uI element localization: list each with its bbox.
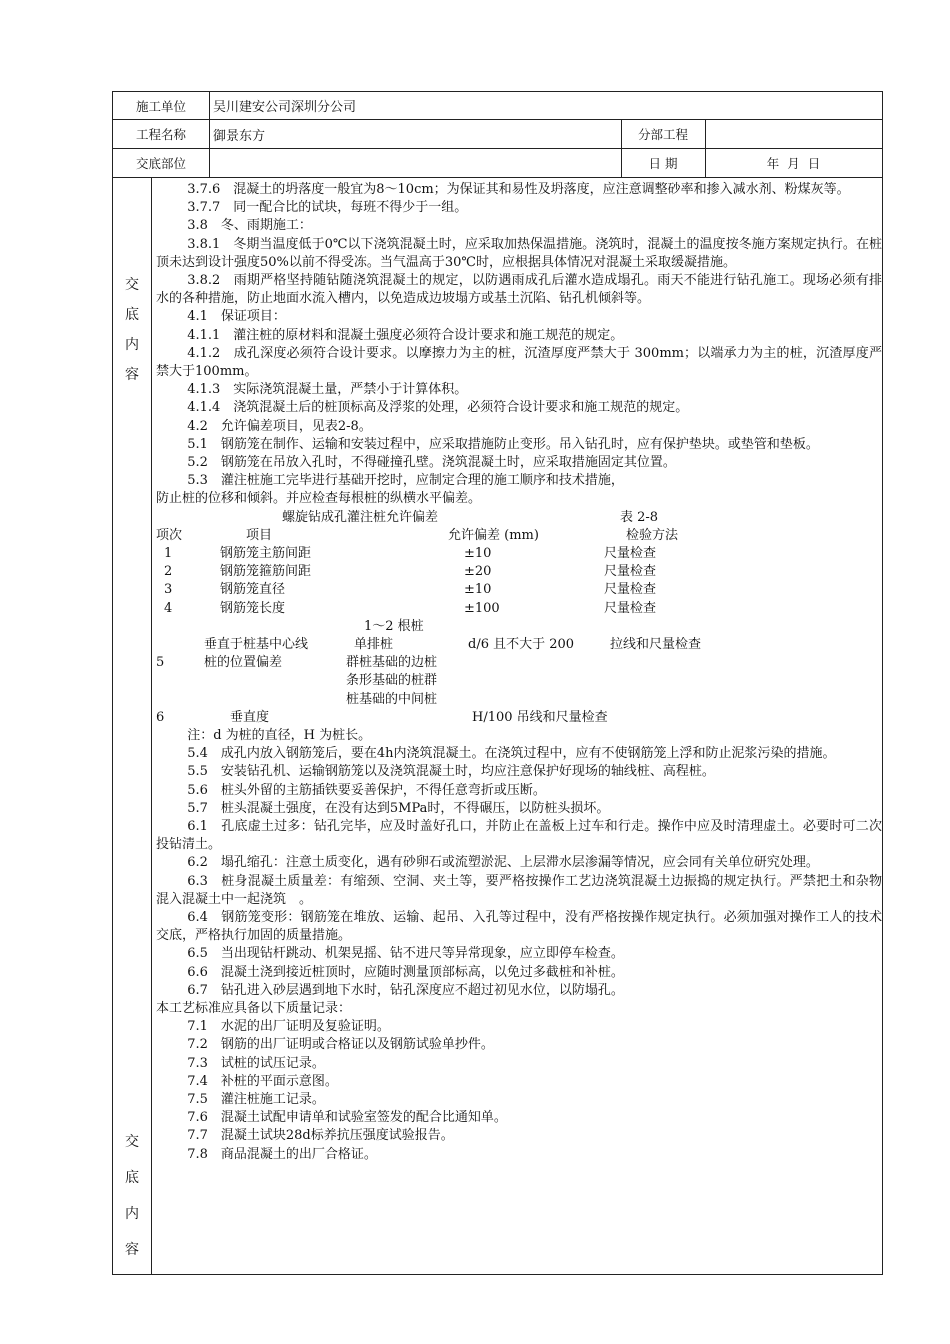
paragraph: 4.2 允许偏差项目，见表2-8。 [187,418,372,434]
table-cell: 钢筋笼直径 [220,582,286,598]
table-row-5a [156,618,882,636]
paragraph: 7.3 试桩的试压记录。 [187,1055,325,1071]
location-label: 交底部位 [135,156,186,171]
table-header-row [156,527,882,545]
subproject-label: 分部工程 [637,127,688,142]
table-cell: 尺量检查 [604,600,657,616]
side-char: 容 [125,367,139,383]
side-char: 容 [125,1242,139,1258]
table-cell: ±20 [464,564,492,580]
header-row-unit [113,92,882,120]
paragraph: 5.4 成孔内放入钢筋笼后，要在4h内浇筑混凝土。在浇筑过程中，应有不使钢筋笼上浮和防止泥浆污染的措施。 [187,746,836,762]
subproject-value [705,120,882,148]
table-cell: 1 [164,546,173,562]
date-value: 年 月 日 [766,156,821,171]
paragraph: 6.6 混凝土浇到接近桩顶时，应随时测量顶部标高，以免过多截桩和补桩。 [187,964,624,980]
table-cell: 单排桩 [354,636,394,652]
table-cell: 垂直度 [230,709,270,725]
side-char: 内 [125,1206,139,1222]
table-header: 检验方法 [626,527,679,543]
content-text [156,181,882,1164]
header-row-project [113,120,882,149]
paragraph: 3.7.6 混凝土的坍落度一般宜为8～10cm；为保证其和易性及坍落度，应注意调整砂率和掺入减水剂、粉煤灰等。 [187,182,850,197]
side-char: 交 [125,277,139,293]
content-area [151,178,882,1274]
table-row-5e [156,691,882,709]
paragraph: 本工艺标准应具备以下质量记录： [156,1000,352,1016]
paragraph: 7.8 商品混凝土的出厂合格证。 [187,1146,377,1162]
paragraph: 5.1 钢筋笼在制作、运输和安装过程中，应采取措施防止变形。吊入钻孔时，应有保护垫块。或垫管和垫板。 [187,436,819,452]
table-cell: H/100 吊线和尺量检查 [472,709,608,725]
table-cell: ±100 [464,600,500,616]
table-row [156,563,882,581]
paragraph: 6.3 桩身混凝土质量差：有缩颈、空洞、夹土等，要严格按操作工艺边浇筑混凝土边振捣的规定执行。严禁把土和杂物混入混凝土中一起浇筑 。 [156,873,882,907]
table-cell: 拉线和尺量检查 [610,636,702,652]
table-cell: 尺量检查 [604,582,657,598]
side-label-lower [113,1124,151,1268]
table-title-row [156,509,882,527]
table-cell: 1～2 根桩 [364,618,424,634]
paragraph: 5.5 安装钻孔机、运输钢筋笼以及浇筑混凝土时，均应注意保护好现场的轴线桩、高程桩。 [187,764,715,780]
table-header: 项目 [246,527,273,543]
table-cell: 条形基础的桩群 [346,673,438,689]
table-row-5b [156,636,882,654]
table-cell: 群桩基础的边桩 [346,655,438,671]
paragraph: 7.1 水泥的出厂证明及复验证明。 [187,1019,390,1035]
table-cell: 3 [164,582,173,598]
table-cell: 5 [156,655,165,671]
table-cell: 2 [164,564,173,580]
table-row [156,600,882,618]
table-cell: 尺量检查 [604,546,657,562]
paragraph: 5.3 灌注桩施工完毕进行基础开挖时，应制定合理的施工顺序和技术措施， [187,473,624,489]
paragraph: 7.4 补桩的平面示意图。 [187,1073,338,1089]
paragraph: 3.8.2 雨期严格坚持随钻随浇筑混凝土的规定，以防遇雨成孔后灌水造成塌孔。雨天不能进行钻孔施工。现场必须有排水的各种措施，防止地面水流入槽内，以免造成边坡塌方或基土沉陷、钻孔机倾斜等。 [156,273,882,307]
paragraph: 注：d 为桩的直径，H 为桩长。 [187,727,372,743]
paragraph: 7.6 混凝土试配申请单和试验室签发的配合比通知单。 [187,1110,507,1126]
paragraph: 6.4 钢筋笼变形：钢筋笼在堆放、运输、起吊、入孔等过程中，没有严格按操作规定执行。必须加强对操作工人的技术交底，严格执行加固的质量措施。 [156,909,882,944]
table-cell: 钢筋笼箍筋间距 [220,564,312,580]
table-row-5d [156,672,882,690]
unit-value: 吴川建安公司深圳分公司 [213,100,357,115]
table-row [156,545,882,563]
disclosure-form [112,91,883,1275]
paragraph: 6.2 塌孔缩孔：注意土质变化，遇有砂卵石或流塑淤泥、上层滞水层渗漏等情况，应会同有关单位研究处理。 [187,855,819,871]
side-char: 内 [125,337,139,353]
project-label: 工程名称 [135,127,186,142]
table-cell: 钢筋笼主筋间距 [220,546,312,562]
paragraph: 6.5 当出现钻杆跳动、机架晃摇、钻不进尺等异常现象，应立即停车检查。 [187,946,624,962]
unit-label: 施工单位 [135,98,186,114]
table-number: 表 2-8 [620,509,659,525]
table-header: 允许偏差 (mm) [448,527,539,543]
side-char: 底 [125,307,139,323]
table-cell: 桩的位置偏差 [204,655,283,671]
table-row [156,581,882,599]
table-cell: 4 [164,600,173,616]
table-cell: 垂直于桩基中心线 [204,636,309,652]
table-title: 螺旋钻成孔灌注桩允许偏差 [282,509,439,525]
paragraph: 3.8.1 冬期当温度低于0℃以下浇筑混凝土时，应采取加热保温措施。浇筑时，混凝土的温度按冬施方案规定执行。在桩顶未达到设计强度50%以前不得受冻。当气温高于30℃时，应根据具体情况对混凝土采取缓凝措施。 [156,236,882,270]
paragraph: 4.1.1 灌注桩的原材料和混凝土强度必须符合设计要求和施工规范的规定。 [187,327,624,343]
paragraph: 3.8 冬、雨期施工： [187,218,312,234]
table-header: 项次 [156,527,183,543]
paragraph: 7.7 混凝土试块28d标养抗压强度试验报告。 [187,1128,454,1144]
table-cell: 6 [156,709,165,725]
side-label-upper [113,270,151,390]
paragraph: 4.1 保证项目： [187,309,286,325]
header-row-location [113,149,882,178]
project-value: 御景东方 [213,128,266,144]
paragraph: 7.2 钢筋的出厂证明或合格证以及钢筋试验单抄件。 [187,1037,494,1053]
table-cell: 钢筋笼长度 [220,600,286,616]
paragraph: 5.6 桩头外留的主筋插铁要妥善保护，不得任意弯折或压断。 [187,782,546,798]
paragraph: 6.1 孔底虚土过多：钻孔完毕，应及时盖好孔口，并防止在盖板上过车和行走。操作中应及时清理虚土。必要时可二次投钻清土。 [156,818,882,853]
table-row-6 [156,709,882,727]
paragraph: 4.1.4 浇筑混凝土后的桩顶标高及浮浆的处理，必须符合设计要求和施工规范的规定。 [187,400,689,416]
table-row-5c [156,654,882,672]
table-cell: 尺量检查 [604,564,657,580]
paragraph: 防止桩的位移和倾斜。并应检查每根桩的纵横水平偏差。 [156,491,482,507]
side-char: 底 [125,1170,139,1186]
table-cell: 桩基础的中间桩 [346,691,438,707]
table-cell: d/6 且不大于 200 [468,636,575,652]
table-cell: ±10 [464,546,492,562]
table-cell: ±10 [464,582,492,598]
paragraph: 4.1.3 实际浇筑混凝土量，严禁小于计算体积。 [187,382,468,398]
paragraph: 5.7 桩头混凝土强度，在没有达到5MPa时，不得碾压，以防桩头损坏。 [187,800,610,816]
paragraph: 7.5 灌注桩施工记录。 [187,1091,325,1107]
paragraph: 3.7.7 同一配合比的试块，每班不得少于一组。 [187,200,468,216]
location-value [209,149,621,177]
date-label: 日 期 [648,156,678,171]
paragraph: 6.7 钻孔进入砂层遇到地下水时，钻孔深度应不超过初见水位，以防塌孔。 [187,982,624,998]
paragraph: 4.1.2 成孔深度必须符合设计要求。以摩擦力为主的桩，沉渣厚度严禁大于 300mm；以端承力为主的桩，沉渣厚度严禁大于100mm。 [156,345,882,380]
side-char: 交 [125,1134,139,1150]
paragraph: 5.2 钢筋笼在吊放入孔时，不得碰撞孔壁。浇筑混凝土时，应采取措施固定其位置。 [187,455,676,471]
